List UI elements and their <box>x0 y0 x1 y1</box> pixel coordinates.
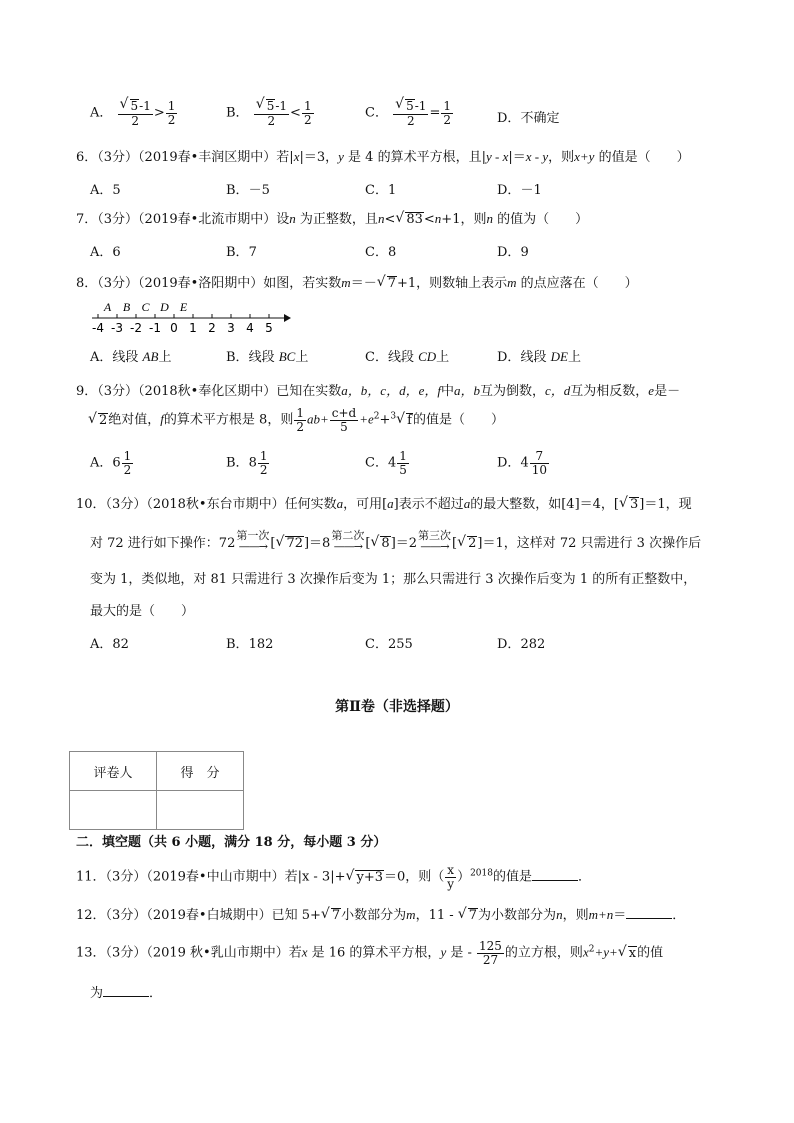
fraction: $\frac{1}{2}$ <box>303 99 312 127</box>
var: n <box>486 211 493 226</box>
q10-stem-line3: 变为 1，类似地，对 81 只需进行 3 次操作后变为 1；那么只需进行 3 次操作后变为 1 的所有正整数中， <box>90 572 697 587</box>
mixed-whole: 8 <box>248 455 257 471</box>
q6-stem <box>76 146 690 165</box>
segment: CD <box>418 349 437 364</box>
text: 是 4 的算术平方根，且| <box>343 150 486 165</box>
text: ＝0，则（ <box>384 869 445 885</box>
q9-option-d[interactable] <box>497 450 550 476</box>
axis-tick-label: 4 <box>246 321 254 335</box>
q7-stem <box>76 208 588 228</box>
text: 的值是（ ） <box>412 412 504 428</box>
sqrt: √ 7 <box>459 908 478 924</box>
option-label: B． <box>226 637 249 652</box>
option-label: D． <box>497 183 521 198</box>
var: m <box>406 907 416 922</box>
var: a <box>463 496 471 511</box>
var: y <box>338 149 344 164</box>
var: m+n <box>588 907 614 922</box>
q7-option-c[interactable] <box>365 241 396 260</box>
text: < <box>423 212 435 227</box>
option-text: 上 <box>295 350 309 365</box>
q9-stem-line2 <box>88 407 504 433</box>
fraction: $\frac{x}{y}$ <box>447 863 455 891</box>
option-label: D． <box>497 350 521 365</box>
text: 互为相反数， <box>570 384 649 399</box>
score-table <box>69 751 244 830</box>
sqrt: √ 3 <box>620 497 639 513</box>
q13-stem-line2 <box>90 982 162 1001</box>
sqrt: √ 7 <box>378 276 397 292</box>
option-text: 上 <box>436 350 450 365</box>
text: 11．（3分）（2019春•中山市期中）若|x - 3|+ <box>76 869 346 885</box>
segment: AB <box>142 349 159 364</box>
q6-option-a[interactable] <box>90 179 121 198</box>
text: ，可用[ <box>343 497 388 512</box>
option-text: 线段 <box>387 350 414 365</box>
text: +1，则 <box>441 212 487 227</box>
option-text: 线段 <box>112 350 139 365</box>
q10-option-c[interactable] <box>365 633 413 652</box>
text: |＝3， <box>299 150 339 165</box>
text: 为 <box>90 986 104 1001</box>
cbrt: √ f <box>397 413 413 429</box>
var: x <box>293 149 300 164</box>
option-text: 上 <box>567 350 581 365</box>
var: x <box>301 944 308 960</box>
text: 的点应落在（ ） <box>516 276 638 291</box>
text: 小数部分为 <box>341 908 407 923</box>
section-title: 第Ⅱ卷（非选择题） <box>335 699 459 715</box>
option-text: 不确定 <box>520 111 560 126</box>
q9-option-c[interactable] <box>365 450 410 476</box>
text: ． <box>672 908 686 923</box>
var: +y+ <box>594 944 618 960</box>
option-label: C． <box>365 105 388 121</box>
q7-option-a[interactable] <box>90 241 121 260</box>
score-cell[interactable] <box>157 791 244 830</box>
text: 13．（3分）（2019 秋•乳山市期中）若 <box>76 945 302 961</box>
text: 互为倒数， <box>479 384 545 399</box>
var: e <box>648 383 655 398</box>
option-text: 1 <box>387 183 397 198</box>
var: +e <box>359 411 374 427</box>
text: 8．（3分）（2019春•洛阳期中）如图，若实数 <box>76 276 342 291</box>
cube-index: 3 <box>390 411 397 422</box>
text: + <box>379 412 391 428</box>
text: ，则 <box>562 908 589 923</box>
q8-option-b[interactable] <box>226 346 308 365</box>
fraction: $\frac{1}{2}$ <box>167 99 176 127</box>
fraction: √ $\frac{5-1}{2}$ <box>393 99 428 127</box>
q8-option-a[interactable] <box>90 346 171 365</box>
q7-option-d[interactable] <box>497 241 529 260</box>
q5-option-a[interactable] <box>90 99 178 127</box>
fraction: $\frac{1}{5}$ <box>399 449 407 477</box>
text: ]表示不超过 <box>393 497 464 512</box>
q8-option-d[interactable] <box>497 346 581 365</box>
text: 的算术平方根是 8，则 <box>163 412 294 428</box>
option-text: 255 <box>387 637 413 652</box>
text: 为正整数，且 <box>295 212 378 227</box>
axis-tick-label: 2 <box>208 321 216 335</box>
answer-blank[interactable] <box>532 868 578 881</box>
mixed-whole: 6 <box>112 455 121 471</box>
var: c，d <box>545 383 571 398</box>
q11-stem <box>76 864 591 890</box>
q6-option-c[interactable] <box>365 179 396 198</box>
axis-point-label: E <box>179 300 188 314</box>
sqrt: √ 83 <box>396 212 424 228</box>
text: ]＝8 <box>303 536 331 552</box>
step-arrow: 第三次 ——→ <box>418 529 452 553</box>
part2-heading: 二．填空题（共 6 小题，满分 18 分，每小题 3 分） <box>76 835 387 850</box>
q8-stem <box>76 272 638 292</box>
axis-tick-label: 1 <box>189 321 197 335</box>
sqrt: √ x <box>619 946 637 962</box>
superscript: 2 <box>373 411 380 422</box>
option-text: 8 <box>387 245 397 260</box>
sqrt: √ 8 <box>371 536 390 552</box>
fraction: √ $\frac{5-1}{2}$ <box>254 99 289 127</box>
text: 绝对值， <box>108 412 161 428</box>
option-label: B． <box>226 245 249 260</box>
option-label: C． <box>365 455 388 471</box>
q8-option-c[interactable] <box>365 346 449 365</box>
option-text: 182 <box>248 637 274 652</box>
option-text: 线段 <box>248 350 275 365</box>
q10-option-d[interactable] <box>497 633 545 652</box>
superscript: 2018 <box>470 868 493 879</box>
text: 是 - <box>446 945 477 961</box>
fraction: $\frac{1}{2}$ <box>123 449 132 477</box>
option-label: A． <box>90 105 113 121</box>
axis-tick-label: -1 <box>149 321 161 335</box>
axis-point-label: C <box>141 300 150 314</box>
answer-blank[interactable] <box>103 984 149 997</box>
q10-option-b[interactable] <box>226 633 273 652</box>
text: 中 <box>440 384 454 399</box>
q6-option-d[interactable] <box>497 179 542 198</box>
step-arrow: 第二次 ——→ <box>331 529 365 553</box>
text: 的立方根，则 <box>504 945 583 961</box>
option-label: C． <box>365 183 388 198</box>
var: a，b，c，d，e，f <box>341 383 441 398</box>
option-label: C． <box>365 637 388 652</box>
option-label: A． <box>90 350 113 365</box>
sqrt: √ 2 <box>89 413 108 429</box>
text: ． <box>149 986 163 1001</box>
text: 的最大整数，如[4]＝4，[ <box>470 497 619 512</box>
option-text: －5 <box>248 183 270 198</box>
axis-tick-label: -2 <box>130 321 142 335</box>
q9-option-b[interactable] <box>226 450 270 476</box>
q10-option-a[interactable] <box>90 633 129 652</box>
sqrt: √ y+3 <box>346 870 384 886</box>
fraction: $\frac{1}{2}$ <box>443 99 451 127</box>
mixed-whole: 4 <box>387 455 397 471</box>
q7-option-b[interactable] <box>226 241 257 260</box>
option-label: B． <box>226 105 249 121</box>
option-label: D． <box>497 111 521 126</box>
var: n <box>556 907 563 922</box>
segment: DE <box>550 349 568 364</box>
text: 的值 <box>637 945 664 961</box>
text: 的值是（ ） <box>594 150 690 165</box>
option-label: C． <box>365 350 388 365</box>
q9-stem-line1 <box>76 380 680 399</box>
superscript: 2 <box>588 944 595 955</box>
text: 的值是 <box>492 869 532 885</box>
var: a <box>387 496 394 511</box>
fraction: $\frac{1}{2}$ <box>259 449 268 477</box>
axis-point-label: A <box>103 300 112 314</box>
text: 9．（3分）（2018秋•奉化区期中）已知在实数 <box>76 384 342 399</box>
option-label: B． <box>226 350 249 365</box>
text: ，11 - <box>415 908 458 923</box>
text: ． <box>578 869 592 885</box>
var: y <box>440 944 447 960</box>
q5-option-b[interactable] <box>226 99 315 127</box>
sqrt: √ 72 <box>276 536 304 552</box>
sqrt: √ 2 <box>458 536 477 552</box>
option-label: C． <box>365 245 388 260</box>
text: 的值为（ ） <box>492 212 589 227</box>
text: 是－ <box>654 384 681 399</box>
operator: > <box>153 105 165 121</box>
text: |＝ <box>508 150 526 165</box>
var: n <box>377 211 385 226</box>
axis-tick-label: 0 <box>170 321 178 335</box>
var: x <box>582 944 589 960</box>
q10-stem-line2: 对 72 进行如下操作：72 第一次 ——→ [√ 72]＝8 第二次 ——→ [√ 8]＝2 第三次 ——→ [√ 2]＝1，这样对 72 只需进行 3 次操作后 <box>90 530 701 552</box>
text: ]＝1，这样对 72 只需进行 3 次操作后 <box>477 536 702 552</box>
axis-tick-label: -4 <box>92 321 104 335</box>
axis-point-label: D <box>160 300 169 314</box>
option-text: 282 <box>520 637 546 652</box>
text: 是 16 的算术平方根， <box>307 945 441 961</box>
operator: = <box>429 105 441 121</box>
text: 7．（3分）（2019春•北流市期中）设 <box>76 212 290 227</box>
option-label: D． <box>497 245 521 260</box>
number-line-figure <box>86 298 296 338</box>
option-text: 6 <box>112 245 121 260</box>
q10-stem-line1 <box>76 493 692 513</box>
answer-blank[interactable] <box>626 906 672 919</box>
sqrt: √ 7 <box>322 908 341 924</box>
operator: < <box>290 105 301 121</box>
segment: BC <box>278 349 296 364</box>
q5-option-d[interactable] <box>497 107 559 126</box>
var: y - x <box>485 149 509 164</box>
text: ） <box>457 869 471 885</box>
q12-stem <box>76 904 685 924</box>
option-label: B． <box>226 183 249 198</box>
fraction: $\frac{c+d}{5}$ <box>331 406 357 434</box>
text: ]＝2 <box>390 536 418 552</box>
var: x - y <box>525 149 549 164</box>
text: ]＝1，现 <box>639 497 692 512</box>
text: 10．（3分）（2018秋•东台市期中）任何实数 <box>76 497 337 512</box>
text: < <box>384 212 396 227</box>
text: ＝－ <box>350 276 377 291</box>
q10-stem-line4: 最大的是（ ） <box>90 604 195 619</box>
text: 12．（3分）（2019春•白城期中）已知 5+ <box>76 908 321 923</box>
q6-option-b[interactable] <box>226 179 270 198</box>
axis-tick-label: 5 <box>265 321 273 335</box>
option-label: A． <box>90 455 113 471</box>
grader-cell[interactable] <box>70 791 157 830</box>
option-label: A． <box>90 245 113 260</box>
var: f <box>160 411 164 427</box>
fraction: $\frac{1}{2}$ <box>296 406 304 434</box>
option-text: 9 <box>520 245 529 260</box>
mixed-whole: 4 <box>520 455 529 471</box>
axis-tick-label: 3 <box>227 321 235 335</box>
option-text: 82 <box>112 637 129 652</box>
text: 对 72 进行如下操作：72 <box>90 536 236 552</box>
text: 6．（3分）（2019春•丰润区期中）若| <box>76 150 294 165</box>
axis-point-label: B <box>122 300 131 314</box>
var: x+y <box>574 149 595 164</box>
var: a，b <box>453 383 480 398</box>
q9-option-a[interactable] <box>90 450 134 476</box>
option-text: 7 <box>248 245 257 260</box>
var: n <box>434 211 442 226</box>
fraction: √ $\frac{5-1}{2}$ <box>118 99 153 127</box>
option-label: A． <box>90 637 113 652</box>
var: ab+ <box>306 411 329 427</box>
option-label: D． <box>497 637 521 652</box>
option-text: 线段 <box>520 350 547 365</box>
step-arrow: 第一次 ——→ <box>236 529 270 553</box>
option-text: 5 <box>112 183 121 198</box>
fraction: $\frac{7}{10}$ <box>531 449 547 477</box>
q5-option-c[interactable] <box>365 99 454 127</box>
score-header: 得 分 <box>157 752 244 791</box>
text: +1，则数轴上表示 <box>396 276 508 291</box>
text: ，则 <box>548 150 575 165</box>
option-text: 上 <box>158 350 172 365</box>
arrowhead-icon <box>284 314 291 322</box>
option-text: －1 <box>520 183 542 198</box>
axis-tick-label: -3 <box>111 321 123 335</box>
var: m <box>341 275 351 290</box>
option-label: D． <box>497 455 521 471</box>
text: ＝ <box>613 908 627 923</box>
var: a <box>336 496 344 511</box>
text: 为小数部分为 <box>478 908 557 923</box>
var: n <box>289 211 296 226</box>
q13-stem <box>76 940 663 966</box>
option-label: B． <box>226 455 249 471</box>
grader-header: 评卷人 <box>70 752 157 791</box>
fraction: $\frac{125}{27}$ <box>479 939 502 967</box>
option-label: A． <box>90 183 113 198</box>
var: m <box>507 275 517 290</box>
